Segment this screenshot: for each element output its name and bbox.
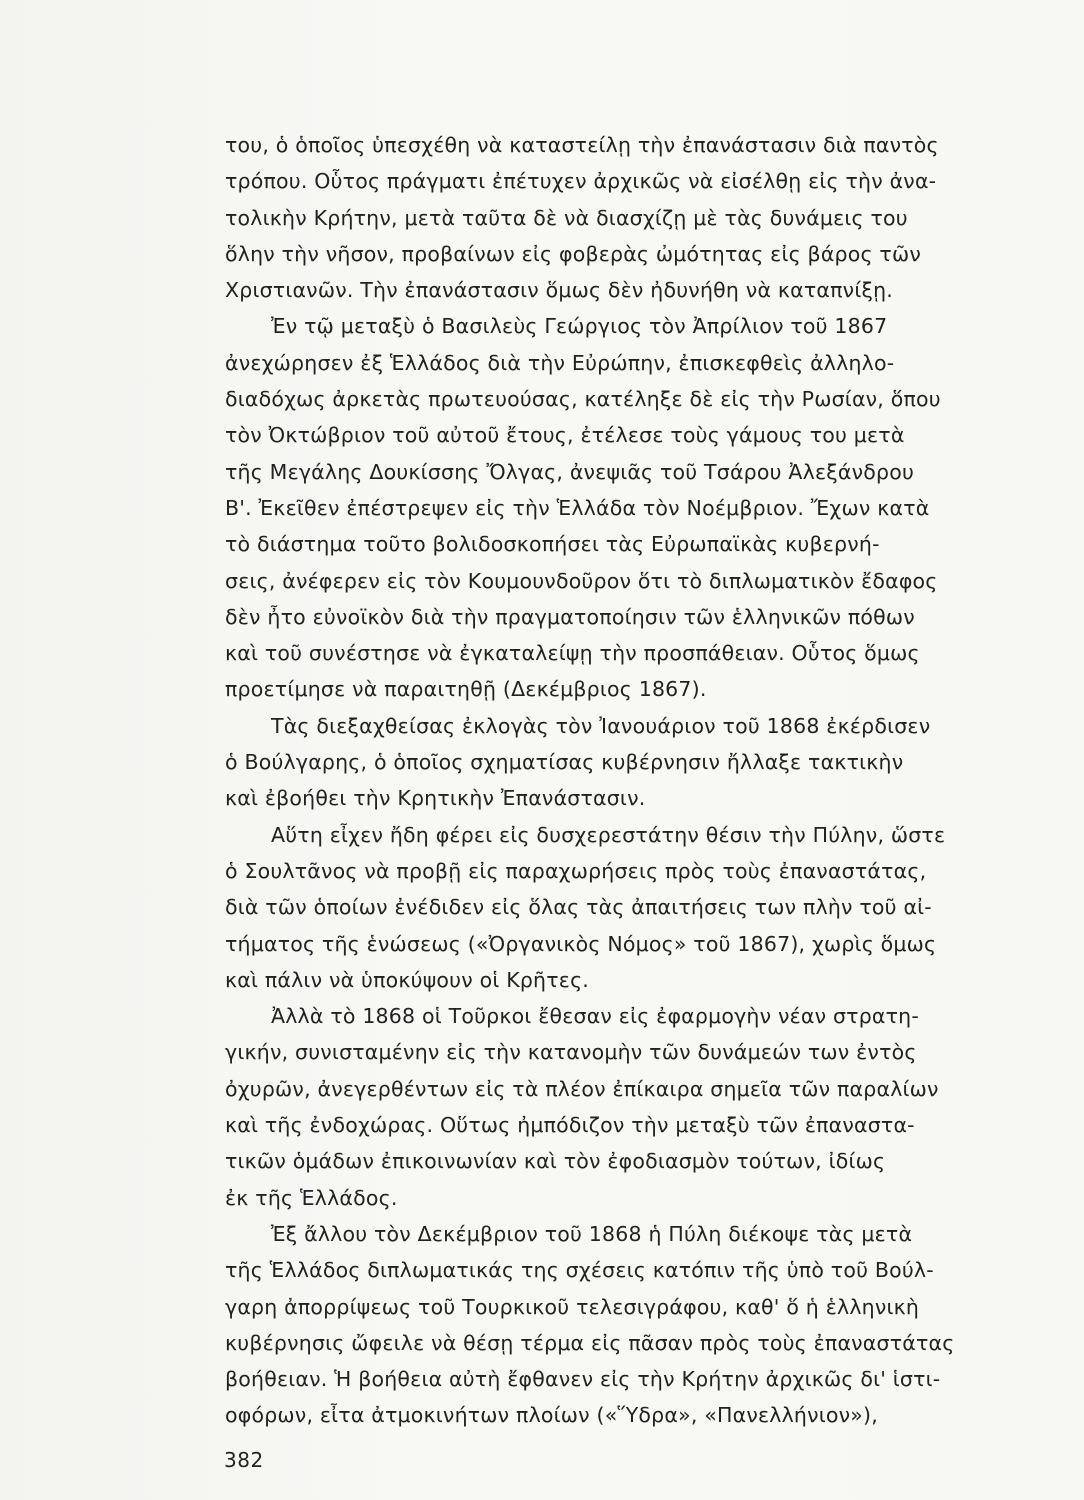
text-line: ὀχυρῶν, ἀνεγερθέντων εἰς τὰ πλέον ἐπίκαιρα σημεῖα τῶν παραλίων <box>225 1076 939 1101</box>
text-line: διὰ τῶν ὁποίων ἐνέδιδεν εἰς ὅλας τὰς ἀπαιτήσεις των πλὴν τοῦ αἰ- <box>225 895 932 920</box>
text-line: κυβέρνησις ὤφειλε νὰ θέσῃ τέρμα εἰς πᾶσαν πρὸς τοὺς ἐπαναστάτας <box>225 1330 955 1355</box>
text-line: τικῶν ὁμάδων ἐπικοινωνίαν καὶ τὸν ἐφοδιασμὸν τούτων, ἰδίως <box>225 1149 886 1174</box>
body-text <box>225 127 1060 1434</box>
text-line: ὅλην τὴν νῆσον, προβαίνων εἰς φοβερὰς ὠμότητας εἰς βάρος τῶν <box>225 241 921 266</box>
text-line: τρόπου. Οὗτος πράγματι ἐπέτυχεν ἀρχικῶς νὰ εἰσέλθῃ εἰς τὴν ἀνα- <box>225 169 937 194</box>
text-line: οφόρων, εἶτα ἀτμοκινήτων πλοίων («Ὕδρα», «Πανελλήνιον»), <box>225 1403 878 1428</box>
text-line: τὸ διάστημα τοῦτο βολιδοσκοπήσει τὰς Εὐρωπαϊκὰς κυβερνή- <box>225 532 880 557</box>
text-line: καὶ πάλιν νὰ ὑποκύψουν οἱ Κρῆτες. <box>225 967 590 992</box>
paragraph-start-line: Τὰς διεξαχθείσας ἐκλογὰς τὸν Ἰανουάριον τοῦ 1868 ἐκέρδισεν <box>271 713 931 738</box>
text-line: ἐκ τῆς Ἑλλάδος. <box>225 1185 398 1210</box>
text-line: καὶ ἐβοήθει τὴν Κρητικὴν Ἐπανάστασιν. <box>225 786 646 811</box>
paragraph-start-line: Ἐν τῷ μεταξὺ ὁ Βασιλεὺς Γεώργιος τὸν Ἀπρίλιον τοῦ 1867 <box>271 314 888 339</box>
paragraph-start-line: Ἐξ ἄλλου τὸν Δεκέμβριον τοῦ 1868 ἡ Πύλη διέκοψε τὰς μετὰ <box>271 1221 913 1246</box>
text-line: Χριστιανῶν. Τὴν ἐπανάστασιν ὅμως δὲν ἠδυνήθη νὰ καταπνίξῃ. <box>225 278 893 303</box>
text-line: τήματος τῆς ἑνώσεως («Ὀργανικὸς Νόμος» τοῦ 1867), χωρὶς ὅμως <box>225 931 937 956</box>
text-line: προετίμησε νὰ παραιτηθῇ (Δεκέμβριος 1867). <box>225 677 707 702</box>
text-line: τῆς Μεγάλης Δουκίσσης Ὄλγας, ἀνεψιᾶς τοῦ Τσάρου Ἀλεξάνδρου <box>225 459 915 484</box>
text-line: καὶ τῆς ἐνδοχώρας. Οὕτως ἠμπόδιζον τὴν μεταξὺ τῶν ἐπαναστα- <box>225 1113 915 1138</box>
text-line: ὁ Σουλτᾶνος νὰ προβῇ εἰς παραχωρήσεις πρὸς τοὺς ἐπαναστάτας, <box>225 858 927 883</box>
text-line: γικήν, συνισταμένην εἰς τὴν κατανομὴν τῶν δυνάμεών των ἐντὸς <box>225 1040 917 1065</box>
page-number: 382 <box>224 1448 264 1472</box>
text-line: καὶ τοῦ συνέστησε νὰ ἐγκαταλείψῃ τὴν προσπάθειαν. Οὗτος ὅμως <box>225 641 920 666</box>
text-line: διαδόχως ἀρκετὰς πρωτευούσας, κατέληξε δὲ εἰς τὴν Ρωσίαν, ὅπου <box>225 387 941 412</box>
paragraph-start-line: Ἀλλὰ τὸ 1868 οἱ Τοῦρκοι ἔθεσαν εἰς ἐφαρμογὴν νέαν στρατη- <box>271 1004 919 1029</box>
text-line: βοήθειαν. Ἡ βοήθεια αὐτὴ ἔφθανεν εἰς τὴν Κρήτην ἀρχικῶς δι' ἱστι- <box>225 1367 941 1392</box>
text-line: δὲν ἦτο εὐνοϊκὸν διὰ τὴν πραγματοποίησιν τῶν ἑλληνικῶν πόθων <box>225 604 915 629</box>
text-line: τῆς Ἑλλάδος διπλωματικάς της σχέσεις κατόπιν τῆς ὑπὸ τοῦ Βούλ- <box>225 1258 934 1283</box>
text-line: σεις, ἀνέφερεν εἰς τὸν Κουμουνδοῦρον ὅτι τὸ διπλωματικὸν ἔδαφος <box>225 568 938 593</box>
text-line: Β'. Ἐκεῖθεν ἐπέστρεψεν εἰς τὴν Ἑλλάδα τὸν Νοέμβριον. Ἔχων κατὰ <box>225 495 930 520</box>
text-line: τολικὴν Κρήτην, μετὰ ταῦτα δὲ νὰ διασχίζῃ μὲ τὰς δυνάμεις του <box>225 205 908 230</box>
text-line: του, ὁ ὁποῖος ὑπεσχέθη νὰ καταστείλῃ τὴν ἐπανάστασιν διὰ παντὸς <box>225 133 939 157</box>
text-line: τὸν Ὀκτώβριον τοῦ αὐτοῦ ἔτους, ἐτέλεσε τοὺς γάμους του μετὰ <box>225 423 905 448</box>
text-line: ἀνεχώρησεν ἐξ Ἑλλάδος διὰ τὴν Εὐρώπην, ἐπισκεφθεὶς ἀλληλο- <box>225 350 895 375</box>
text-line: γαρη ἀπορρίψεως τοῦ Τουρκικοῦ τελεσιγράφου, καθ' ὅ ἡ ἑλληνικὴ <box>225 1294 920 1319</box>
paragraph-start-line: Αὕτη εἶχεν ἤδη φέρει εἰς δυσχερεστάτην θέσιν τὴν Πύλην, ὥστε <box>271 822 946 847</box>
text-line: ὁ Βούλγαρης, ὁ ὁποῖος σχηματίσας κυβέρνησιν ἤλλαξε τακτικὴν <box>225 750 904 775</box>
